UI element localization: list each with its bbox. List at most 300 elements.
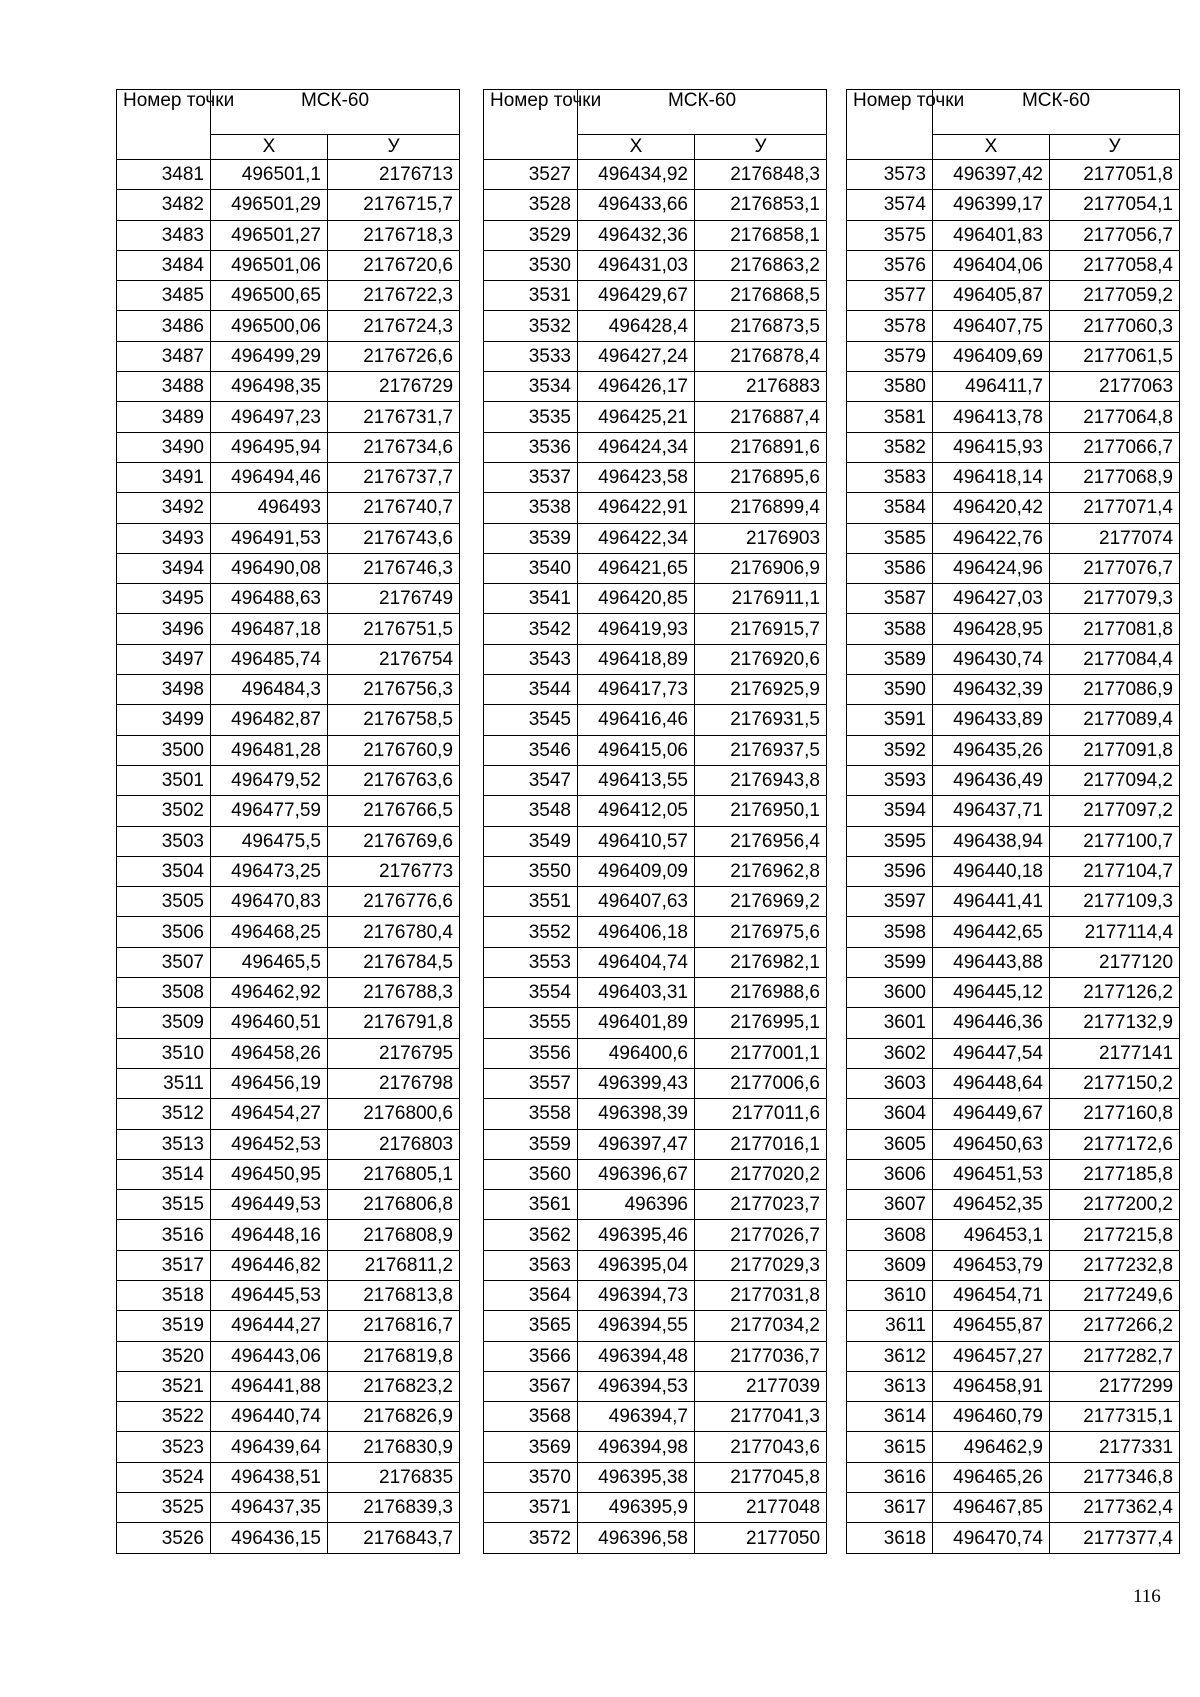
y-coordinate-cell: 2177056,7: [1050, 220, 1180, 250]
point-number-cell: 3488: [117, 372, 211, 402]
y-coordinate-cell: 2176873,5: [695, 311, 827, 341]
table-row: [484, 978, 827, 1008]
x-coordinate-cell: 496490,08: [211, 553, 328, 583]
y-coordinate-cell: 2176769,6: [328, 826, 460, 856]
x-coordinate-cell: 496394,48: [578, 1341, 695, 1371]
table-row: [484, 796, 827, 826]
point-number-cell: 3555: [484, 1008, 578, 1038]
table-row: [484, 584, 827, 614]
y-coordinate-cell: 2177064,8: [1050, 402, 1180, 432]
point-number-cell: 3540: [484, 553, 578, 583]
table-row: [847, 432, 1180, 462]
table-row: [117, 765, 460, 795]
point-number-cell: 3543: [484, 644, 578, 674]
point-number-cell: 3481: [117, 160, 211, 190]
x-coordinate-cell: 496458,91: [933, 1371, 1050, 1401]
point-number-cell: 3489: [117, 402, 211, 432]
point-number-header: Номер точки: [484, 90, 578, 160]
y-coordinate-cell: 2176811,2: [328, 1250, 460, 1280]
y-coordinate-cell: 2177001,1: [695, 1038, 827, 1068]
x-coordinate-cell: 496453,1: [933, 1220, 1050, 1250]
y-coordinate-cell: 2177150,2: [1050, 1068, 1180, 1098]
x-coordinate-cell: 496400,6: [578, 1038, 695, 1068]
point-number-header: Номер точки: [847, 90, 933, 160]
coordinates-table-2: [483, 89, 827, 1554]
y-coordinate-cell: 2176758,5: [328, 705, 460, 735]
x-coordinate-cell: 496479,52: [211, 765, 328, 795]
point-number-cell: 3505: [117, 887, 211, 917]
table-row: [847, 917, 1180, 947]
point-number-cell: 3612: [847, 1341, 933, 1371]
point-number-cell: 3493: [117, 523, 211, 553]
table-row: [847, 1523, 1180, 1553]
page-number: 116: [1133, 1586, 1161, 1607]
point-number-cell: 3557: [484, 1068, 578, 1098]
point-number-cell: 3544: [484, 675, 578, 705]
y-axis-header: У: [1050, 135, 1180, 160]
y-coordinate-cell: 2177031,8: [695, 1280, 827, 1310]
y-coordinate-cell: 2176878,4: [695, 341, 827, 371]
point-number-cell: 3547: [484, 765, 578, 795]
table-row: [847, 220, 1180, 250]
y-coordinate-cell: 2176962,8: [695, 856, 827, 886]
x-coordinate-cell: 496441,88: [211, 1371, 328, 1401]
table-row: [847, 614, 1180, 644]
point-number-cell: 3509: [117, 1008, 211, 1038]
table-row: [117, 402, 460, 432]
y-coordinate-cell: 2176819,8: [328, 1341, 460, 1371]
y-coordinate-cell: 2176920,6: [695, 644, 827, 674]
table-row: [484, 947, 827, 977]
y-coordinate-cell: 2176823,2: [328, 1371, 460, 1401]
y-coordinate-cell: 2176743,6: [328, 523, 460, 553]
x-coordinate-cell: 496412,05: [578, 796, 695, 826]
point-number-cell: 3539: [484, 523, 578, 553]
table-row: [847, 1068, 1180, 1098]
table-row: [847, 978, 1180, 1008]
y-coordinate-cell: 2176975,6: [695, 917, 827, 947]
y-axis-header: У: [328, 135, 460, 160]
x-coordinate-cell: 496395,04: [578, 1250, 695, 1280]
x-axis-header: Х: [578, 135, 695, 160]
table-row: [117, 947, 460, 977]
table-row: [117, 432, 460, 462]
table-row: [117, 1371, 460, 1401]
x-coordinate-cell: 496501,06: [211, 250, 328, 280]
table-row: [847, 1371, 1180, 1401]
point-number-cell: 3599: [847, 947, 933, 977]
table-row: [847, 826, 1180, 856]
x-coordinate-cell: 496444,27: [211, 1311, 328, 1341]
table-row: [484, 1099, 827, 1129]
table-row: [484, 675, 827, 705]
point-number-cell: 3614: [847, 1402, 933, 1432]
table-row: [484, 1523, 827, 1553]
y-coordinate-cell: 2177041,3: [695, 1402, 827, 1432]
point-number-cell: 3580: [847, 372, 933, 402]
point-number-cell: 3526: [117, 1523, 211, 1553]
coordinate-system-header: МСК-60: [211, 90, 460, 135]
x-coordinate-cell: 496418,89: [578, 644, 695, 674]
point-number-cell: 3532: [484, 311, 578, 341]
point-number-header: Номер точки: [117, 90, 211, 160]
x-coordinate-cell: 496448,64: [933, 1068, 1050, 1098]
x-coordinate-cell: 496450,95: [211, 1159, 328, 1189]
y-coordinate-cell: 2177051,8: [1050, 160, 1180, 190]
point-number-cell: 3515: [117, 1190, 211, 1220]
x-coordinate-cell: 496473,25: [211, 856, 328, 886]
point-number-cell: 3531: [484, 281, 578, 311]
table-row: [117, 887, 460, 917]
y-coordinate-cell: 2176724,3: [328, 311, 460, 341]
table-row: [847, 190, 1180, 220]
point-number-cell: 3586: [847, 553, 933, 583]
y-coordinate-cell: 2176883: [695, 372, 827, 402]
x-coordinate-cell: 496422,91: [578, 493, 695, 523]
point-number-cell: 3513: [117, 1129, 211, 1159]
y-coordinate-cell: 2177100,7: [1050, 826, 1180, 856]
point-number-cell: 3594: [847, 796, 933, 826]
y-coordinate-cell: 2176749: [328, 584, 460, 614]
table-row: [847, 1280, 1180, 1310]
x-coordinate-cell: 496420,42: [933, 493, 1050, 523]
y-coordinate-cell: 2176895,6: [695, 462, 827, 492]
table-row: [484, 856, 827, 886]
point-number-cell: 3615: [847, 1432, 933, 1462]
point-number-cell: 3596: [847, 856, 933, 886]
y-coordinate-cell: 2176863,2: [695, 250, 827, 280]
y-coordinate-cell: 2177061,5: [1050, 341, 1180, 371]
y-coordinate-cell: 2176843,7: [328, 1523, 460, 1553]
x-coordinate-cell: 496500,65: [211, 281, 328, 311]
x-coordinate-cell: 496499,29: [211, 341, 328, 371]
x-coordinate-cell: 496428,95: [933, 614, 1050, 644]
y-coordinate-cell: 2176737,7: [328, 462, 460, 492]
y-coordinate-cell: 2176950,1: [695, 796, 827, 826]
table-row: [117, 1432, 460, 1462]
x-coordinate-cell: 496395,46: [578, 1220, 695, 1250]
table-row: [484, 1250, 827, 1280]
x-coordinate-cell: 496440,18: [933, 856, 1050, 886]
x-coordinate-cell: 496487,18: [211, 614, 328, 644]
point-number-cell: 3581: [847, 402, 933, 432]
table-row: [117, 614, 460, 644]
table-row: [117, 644, 460, 674]
table-row: [117, 826, 460, 856]
y-coordinate-cell: 2177079,3: [1050, 584, 1180, 614]
point-number-cell: 3534: [484, 372, 578, 402]
point-number-cell: 3554: [484, 978, 578, 1008]
point-number-cell: 3559: [484, 1129, 578, 1159]
table-row: [117, 1129, 460, 1159]
point-number-cell: 3598: [847, 917, 933, 947]
x-coordinate-cell: 496394,53: [578, 1371, 695, 1401]
y-coordinate-cell: 2176715,7: [328, 190, 460, 220]
x-coordinate-cell: 496411,7: [933, 372, 1050, 402]
y-coordinate-cell: 2177066,7: [1050, 432, 1180, 462]
x-coordinate-cell: 496440,74: [211, 1402, 328, 1432]
table-row: [117, 917, 460, 947]
y-coordinate-cell: 2176791,8: [328, 1008, 460, 1038]
point-number-cell: 3610: [847, 1280, 933, 1310]
table-row: [847, 402, 1180, 432]
point-number-cell: 3570: [484, 1462, 578, 1492]
y-coordinate-cell: 2176826,9: [328, 1402, 460, 1432]
x-coordinate-cell: 496422,76: [933, 523, 1050, 553]
y-coordinate-cell: 2176795: [328, 1038, 460, 1068]
x-coordinate-cell: 496397,42: [933, 160, 1050, 190]
point-number-cell: 3525: [117, 1493, 211, 1523]
point-number-cell: 3606: [847, 1159, 933, 1189]
y-coordinate-cell: 2177081,8: [1050, 614, 1180, 644]
table-row: [117, 160, 460, 190]
y-coordinate-cell: 2177058,4: [1050, 250, 1180, 280]
point-number-cell: 3589: [847, 644, 933, 674]
point-number-cell: 3517: [117, 1250, 211, 1280]
x-coordinate-cell: 496413,55: [578, 765, 695, 795]
y-coordinate-cell: 2176763,6: [328, 765, 460, 795]
y-coordinate-cell: 2176756,3: [328, 675, 460, 705]
table-row: [117, 250, 460, 280]
point-number-cell: 3616: [847, 1462, 933, 1492]
point-number-cell: 3498: [117, 675, 211, 705]
table-row: [117, 1311, 460, 1341]
coordinate-system-header: МСК-60: [578, 90, 827, 135]
table-row: [847, 1190, 1180, 1220]
point-number-cell: 3553: [484, 947, 578, 977]
x-coordinate-cell: 496445,12: [933, 978, 1050, 1008]
x-coordinate-cell: 496428,4: [578, 311, 695, 341]
y-coordinate-cell: 2177026,7: [695, 1220, 827, 1250]
y-coordinate-cell: 2176915,7: [695, 614, 827, 644]
point-number-cell: 3576: [847, 250, 933, 280]
x-axis-header: Х: [933, 135, 1050, 160]
y-coordinate-cell: 2176891,6: [695, 432, 827, 462]
x-coordinate-cell: 496470,74: [933, 1523, 1050, 1553]
point-number-cell: 3611: [847, 1311, 933, 1341]
x-coordinate-cell: 496462,92: [211, 978, 328, 1008]
x-coordinate-cell: 496458,26: [211, 1038, 328, 1068]
x-coordinate-cell: 496450,63: [933, 1129, 1050, 1159]
table-row: [117, 372, 460, 402]
point-number-cell: 3558: [484, 1099, 578, 1129]
point-number-cell: 3535: [484, 402, 578, 432]
y-coordinate-cell: 2177071,4: [1050, 493, 1180, 523]
y-coordinate-cell: 2177346,8: [1050, 1462, 1180, 1492]
point-number-cell: 3538: [484, 493, 578, 523]
y-coordinate-cell: 2176835: [328, 1462, 460, 1492]
table-row: [484, 220, 827, 250]
table-row: [117, 1008, 460, 1038]
point-number-cell: 3595: [847, 826, 933, 856]
x-coordinate-cell: 496430,74: [933, 644, 1050, 674]
point-number-cell: 3608: [847, 1220, 933, 1250]
table-row: [484, 705, 827, 735]
y-coordinate-cell: 2177039: [695, 1371, 827, 1401]
table-row: [847, 796, 1180, 826]
y-coordinate-cell: 2177084,4: [1050, 644, 1180, 674]
point-number-cell: 3503: [117, 826, 211, 856]
x-coordinate-cell: 496491,53: [211, 523, 328, 553]
table-row: [484, 1159, 827, 1189]
point-number-cell: 3548: [484, 796, 578, 826]
table-row: [484, 250, 827, 280]
point-number-cell: 3495: [117, 584, 211, 614]
x-coordinate-cell: 496498,35: [211, 372, 328, 402]
y-coordinate-cell: 2177114,4: [1050, 917, 1180, 947]
x-coordinate-cell: 496460,51: [211, 1008, 328, 1038]
x-coordinate-cell: 496403,31: [578, 978, 695, 1008]
point-number-cell: 3578: [847, 311, 933, 341]
table-row: [847, 1432, 1180, 1462]
y-coordinate-cell: 2176788,3: [328, 978, 460, 1008]
y-coordinate-cell: 2177282,7: [1050, 1341, 1180, 1371]
table-row: [117, 1159, 460, 1189]
point-number-cell: 3563: [484, 1250, 578, 1280]
y-coordinate-cell: 2177063: [1050, 372, 1180, 402]
x-coordinate-cell: 496497,23: [211, 402, 328, 432]
x-coordinate-cell: 496484,3: [211, 675, 328, 705]
point-number-cell: 3605: [847, 1129, 933, 1159]
y-coordinate-cell: 2176784,5: [328, 947, 460, 977]
x-coordinate-cell: 496442,65: [933, 917, 1050, 947]
y-coordinate-cell: 2177016,1: [695, 1129, 827, 1159]
y-coordinate-cell: 2176720,6: [328, 250, 460, 280]
x-coordinate-cell: 496470,83: [211, 887, 328, 917]
x-coordinate-cell: 496452,53: [211, 1129, 328, 1159]
y-coordinate-cell: 2176751,5: [328, 614, 460, 644]
x-coordinate-cell: 496410,57: [578, 826, 695, 856]
table-row: [847, 341, 1180, 371]
x-coordinate-cell: 496439,64: [211, 1432, 328, 1462]
x-coordinate-cell: 496452,35: [933, 1190, 1050, 1220]
x-coordinate-cell: 496405,87: [933, 281, 1050, 311]
table-row: [847, 1493, 1180, 1523]
table-row: [484, 190, 827, 220]
table-row: [484, 735, 827, 765]
table-row: [847, 765, 1180, 795]
table-row: [484, 1402, 827, 1432]
point-number-cell: 3522: [117, 1402, 211, 1432]
table-row: [117, 675, 460, 705]
x-coordinate-cell: 496401,83: [933, 220, 1050, 250]
x-coordinate-cell: 496424,34: [578, 432, 695, 462]
x-coordinate-cell: 496409,69: [933, 341, 1050, 371]
point-number-cell: 3494: [117, 553, 211, 583]
y-coordinate-cell: 2177074: [1050, 523, 1180, 553]
x-coordinate-cell: 496437,71: [933, 796, 1050, 826]
y-coordinate-cell: 2177068,9: [1050, 462, 1180, 492]
y-coordinate-cell: 2176746,3: [328, 553, 460, 583]
table-row: [484, 1371, 827, 1401]
y-coordinate-cell: 2176931,5: [695, 705, 827, 735]
table-row: [847, 705, 1180, 735]
table-row: [847, 160, 1180, 190]
point-number-cell: 3592: [847, 735, 933, 765]
y-coordinate-cell: 2176906,9: [695, 553, 827, 583]
x-coordinate-cell: 496446,82: [211, 1250, 328, 1280]
point-number-cell: 3528: [484, 190, 578, 220]
y-coordinate-cell: 2176858,1: [695, 220, 827, 250]
y-coordinate-cell: 2177132,9: [1050, 1008, 1180, 1038]
y-coordinate-cell: 2176830,9: [328, 1432, 460, 1462]
x-coordinate-cell: 496436,15: [211, 1523, 328, 1553]
x-coordinate-cell: 496448,16: [211, 1220, 328, 1250]
x-coordinate-cell: 496453,79: [933, 1250, 1050, 1280]
table-row: [117, 1523, 460, 1553]
point-number-cell: 3487: [117, 341, 211, 371]
table-row: [484, 372, 827, 402]
table-row: [117, 1402, 460, 1432]
x-coordinate-cell: 496437,35: [211, 1493, 328, 1523]
table-row: [847, 493, 1180, 523]
x-coordinate-cell: 496482,87: [211, 705, 328, 735]
y-coordinate-cell: 2177200,2: [1050, 1190, 1180, 1220]
point-number-cell: 3582: [847, 432, 933, 462]
y-axis-header: У: [695, 135, 827, 160]
y-coordinate-cell: 2177126,2: [1050, 978, 1180, 1008]
table-row: [484, 1068, 827, 1098]
x-coordinate-cell: 496445,53: [211, 1280, 328, 1310]
table-row: [847, 311, 1180, 341]
y-coordinate-cell: 2177249,6: [1050, 1280, 1180, 1310]
y-coordinate-cell: 2177060,3: [1050, 311, 1180, 341]
x-coordinate-cell: 496501,1: [211, 160, 328, 190]
y-coordinate-cell: 2176773: [328, 856, 460, 886]
table-row: [847, 887, 1180, 917]
point-number-cell: 3492: [117, 493, 211, 523]
x-coordinate-cell: 496418,14: [933, 462, 1050, 492]
table-row: [847, 1008, 1180, 1038]
table-row: [484, 160, 827, 190]
coordinates-table-1: [116, 89, 460, 1554]
y-coordinate-cell: 2176754: [328, 644, 460, 674]
x-coordinate-cell: 496420,85: [578, 584, 695, 614]
point-number-cell: 3529: [484, 220, 578, 250]
point-number-cell: 3514: [117, 1159, 211, 1189]
table-row: [847, 250, 1180, 280]
x-coordinate-cell: 496419,93: [578, 614, 695, 644]
x-coordinate-cell: 496488,63: [211, 584, 328, 614]
point-number-cell: 3537: [484, 462, 578, 492]
y-coordinate-cell: 2176798: [328, 1068, 460, 1098]
point-number-cell: 3506: [117, 917, 211, 947]
point-number-cell: 3502: [117, 796, 211, 826]
x-coordinate-cell: 496394,73: [578, 1280, 695, 1310]
y-coordinate-cell: 2177076,7: [1050, 553, 1180, 583]
y-coordinate-cell: 2176740,7: [328, 493, 460, 523]
table-row: [117, 462, 460, 492]
y-coordinate-cell: 2176734,6: [328, 432, 460, 462]
y-coordinate-cell: 2177299: [1050, 1371, 1180, 1401]
point-number-cell: 3546: [484, 735, 578, 765]
y-coordinate-cell: 2176713: [328, 160, 460, 190]
y-coordinate-cell: 2176760,9: [328, 735, 460, 765]
y-coordinate-cell: 2176956,4: [695, 826, 827, 856]
point-number-cell: 3482: [117, 190, 211, 220]
table-row: [117, 281, 460, 311]
table-row: [117, 1038, 460, 1068]
table-row: [484, 553, 827, 583]
x-coordinate-cell: 496467,85: [933, 1493, 1050, 1523]
point-number-cell: 3609: [847, 1250, 933, 1280]
table-row: [117, 796, 460, 826]
point-number-cell: 3577: [847, 281, 933, 311]
x-coordinate-cell: 496394,98: [578, 1432, 695, 1462]
x-coordinate-cell: 496434,92: [578, 160, 695, 190]
table-row: [847, 1220, 1180, 1250]
x-coordinate-cell: 496465,5: [211, 947, 328, 977]
